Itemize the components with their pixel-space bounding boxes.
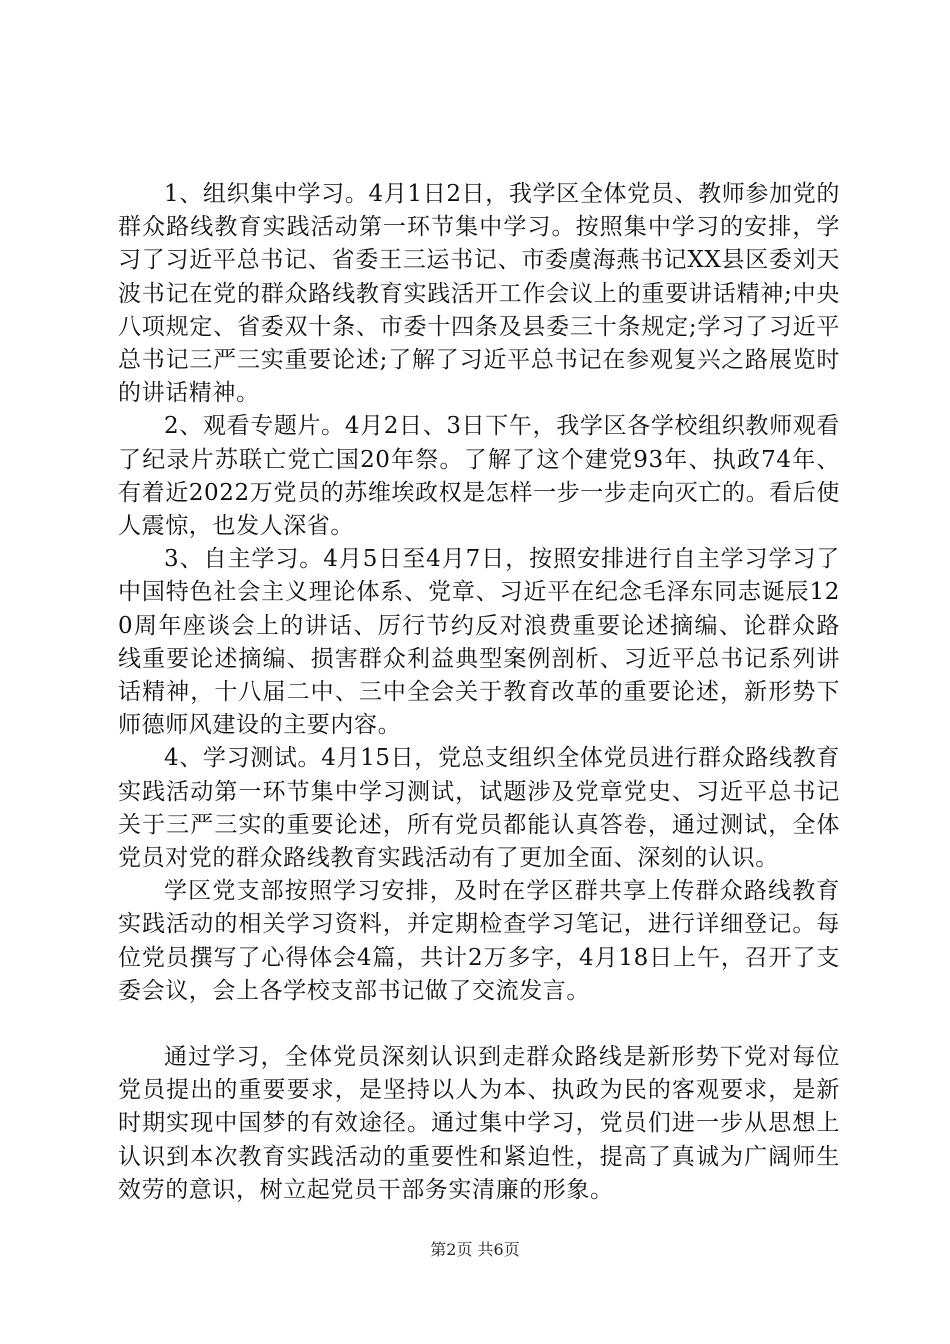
document-body: [118, 178, 840, 1207]
paragraph-item-3: 3、自主学习。4月5日至4月7日，按照安排进行自主学习学习了中国特色社会主义理论体系、党章、习近平在纪念毛泽东同志诞辰120周年座谈会上的讲话、厉行节约反对浪费重要论述摘编、论群众路线重要论述摘编、损害群众利益典型案例剖析、习近平总书记系列讲话精神，十八届二中、三中全会关于教育改革的重要论述，新形势下师德师风建设的主要内容。: [118, 546, 840, 739]
page-number-label: 第2页 共6页: [430, 1240, 520, 1259]
paragraph-party-branch: 学区党支部按照学习安排，及时在学区群共享上传群众路线教育实践活动的相关学习资料，并定期检查学习笔记，进行详细登记。每位党员撰写了心得体会4篇，共计2万多字，4月18日上午，召开了支委会议，会上各学校支部书记做了交流发言。: [118, 878, 840, 1004]
paragraph-item-2: 2、观看专题片。4月2日、3日下午，我学区各学校组织教师观看了纪录片苏联亡党亡国20年祭。了解了这个建党93年、执政74年、有着近2022万党员的苏维埃政权是怎样一步一步走向灭亡的。看后使人震惊，也发人深省。: [118, 413, 840, 540]
paragraph-item-4: 4、学习测试。4月15日，党总支组织全体党员进行群众路线教育实践活动第一环节集中学习测试，试题涉及党章党史、习近平总书记关于三严三实的重要论述，所有党员都能认真答卷，通过测试，全体党员对党的群众路线教育实践活动有了更加全面、深刻的认识。: [118, 745, 840, 872]
paragraph-conclusion: 通过学习，全体党员深刻认识到走群众路线是新形势下党对每位党员提出的重要要求，是坚持以人为本、执政为民的客观要求，是新时期实现中国梦的有效途径。通过集中学习，党员们进一步从思想上认识到本次教育实践活动的重要性和紧迫性，提高了真诚为广阔师生效劳的意识，树立起党员干部务实清廉的形象。: [118, 1044, 840, 1203]
page-footer: [0, 1240, 950, 1260]
paragraph-spacer: [118, 1008, 840, 1041]
paragraph-item-1: 1、组织集中学习。4月1日2日，我学区全体党员、教师参加党的群众路线教育实践活动第一环节集中学习。按照集中学习的安排，学习了习近平总书记、省委王三运书记、市委虞海燕书记XX县区委刘天波书记在党的群众路线教育实践活开工作会议上的重要讲话精神;中央八项规定、省委双十条、市委十四条及县委三十条规定;学习了习近平总书记三严三实重要论述;了解了习近平总书记在参观复兴之路展览时的讲话精神。: [118, 181, 840, 407]
